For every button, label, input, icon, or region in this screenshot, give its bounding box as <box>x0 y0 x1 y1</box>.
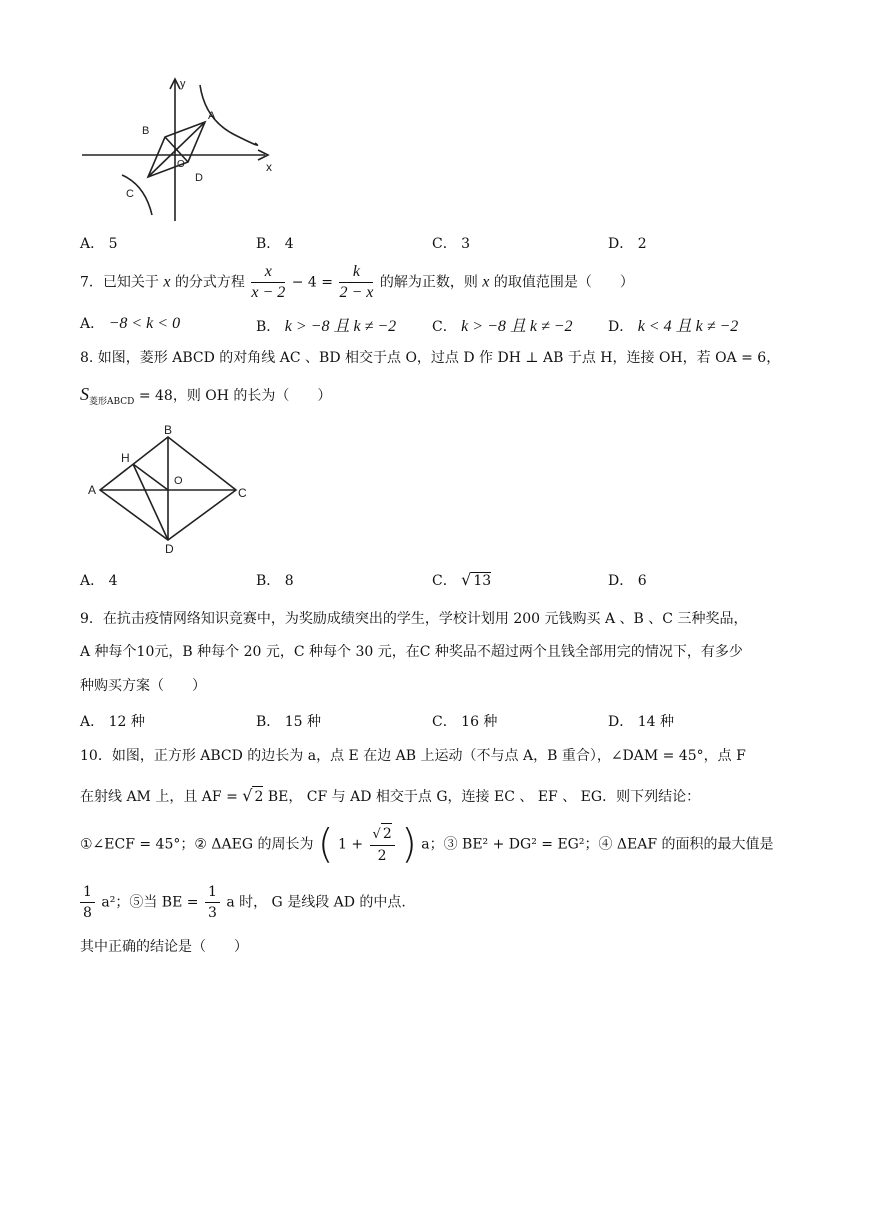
q8-option-d: D． 6 <box>608 573 647 589</box>
q7-option-b: B． k > −8 且 k ≠ −2 <box>256 318 397 335</box>
q6-option-d: D． 2 <box>608 236 647 252</box>
sqrt-sign: √ <box>461 570 472 589</box>
q9-option-d: D． 14 种 <box>608 714 674 730</box>
q7-option-c: C． k > −8 且 k ≠ −2 <box>432 318 573 335</box>
q9-stem-line3: 种购买方案（ ） <box>80 678 206 694</box>
fig8-label-A: A <box>88 483 97 497</box>
q6-option-a: A． 5 <box>80 236 118 252</box>
q8-option-c: C． √ 13 <box>432 570 492 589</box>
fig8-label-O: O <box>174 475 183 487</box>
q7-option-a: A． −8 < k < 0 <box>80 315 181 332</box>
q7-fraction-2: $\frac{k}{2 - x}$ <box>339 263 374 301</box>
q9-option-c: C． 16 种 <box>432 714 498 730</box>
fig6-label-C: C <box>126 188 134 200</box>
q8-option-b: B． 8 <box>256 573 294 589</box>
q9-option-b: B． 15 种 <box>256 714 322 730</box>
q10-stem-line5: 其中正确的结论是（ ） <box>80 939 248 955</box>
q8-stem-line2: $S_{菱形ABCD} = 48$，则 OH 的长为（ ） <box>80 384 332 407</box>
fig8-label-B: B <box>164 423 173 437</box>
fig6-label-A: A <box>208 110 216 122</box>
q10-stem-line4: $\frac{1}{8}$ a²；⑤当 BE = $\frac{1}{3}$ a 时， G 是线段 AD 的中点. <box>78 882 406 923</box>
q10-fraction-sqrt2-over-2: $\frac{√ 2}{2}$ <box>370 823 395 866</box>
fig6-x-label: x <box>266 160 272 174</box>
q7-fraction-1: $\frac{x}{x - 2}$ <box>251 263 286 301</box>
q6-option-c: C． 3 <box>432 236 471 252</box>
q8-stem-line1: 8. 如图，菱形 ABCD 的对角线 AC 、BD 相交于点 O，过点 D 作 DH ⊥ AB 于点 H，连接 OH，若 OA = 6， <box>80 350 781 366</box>
fig6-y-label: y <box>180 78 186 90</box>
q8-option-a: A． 4 <box>80 573 118 589</box>
q7-option-d: D． k < 4 且 k ≠ −2 <box>608 318 739 335</box>
q10-fraction-1-8: $\frac{1}{8}$ <box>80 882 95 923</box>
fig6-label-B: B <box>142 125 150 137</box>
question-8-figure <box>85 420 255 555</box>
fig8-label-C: C <box>238 486 247 500</box>
question-6-figure <box>80 75 280 225</box>
fig8-label-H: H <box>121 451 130 465</box>
q10-stem-line1: 10．如图，正方形 ABCD 的边长为 a，点 E 在边 AB 上运动（不与点 A，B 重合），∠DAM = 45°，点 F <box>80 748 746 764</box>
q10-stem-line3: ①∠ECF = 45°；② ΔAEG 的周长为 ( 1 + $\frac{√ 2}{2}$ ) a；③ BE² + DG² = EG²；④ ΔEAF 的面积的最大值是 <box>80 821 774 868</box>
fig6-label-D: D <box>195 172 203 184</box>
q10-fraction-1-3: $\frac{1}{3}$ <box>205 882 220 923</box>
q7-stem: 7．已知关于 x 的分式方程 $\frac{x}{x - 2}$ − 4 = $\frac{k}{2 - x}$ 的解为正数，则 x 的取值范围是（ ） <box>80 263 634 301</box>
sqrt-sign: √ <box>242 786 253 805</box>
q10-stem-line2: 在射线 AM 上，且 AF = √ 2 BE， CF 与 AD 相交于点 G，连接 EC 、 EF 、 EG．则下列结论： <box>80 786 701 805</box>
q6-option-b: B． 4 <box>256 236 294 252</box>
fig6-label-O: O <box>177 159 185 170</box>
fig8-label-D: D <box>165 542 174 555</box>
q9-stem-line2: A 种每个10元，B 种每个 20 元，C 种每个 30 元，在C 种奖品不超过两个且钱全部用完的情况下，有多少 <box>80 644 743 660</box>
q9-option-a: A． 12 种 <box>80 714 145 730</box>
q9-stem-line1: 9．在抗击疫情网络知识竞赛中，为奖励成绩突出的学生，学校计划用 200 元钱购买 A 、B 、C 三种奖品， <box>80 611 748 627</box>
